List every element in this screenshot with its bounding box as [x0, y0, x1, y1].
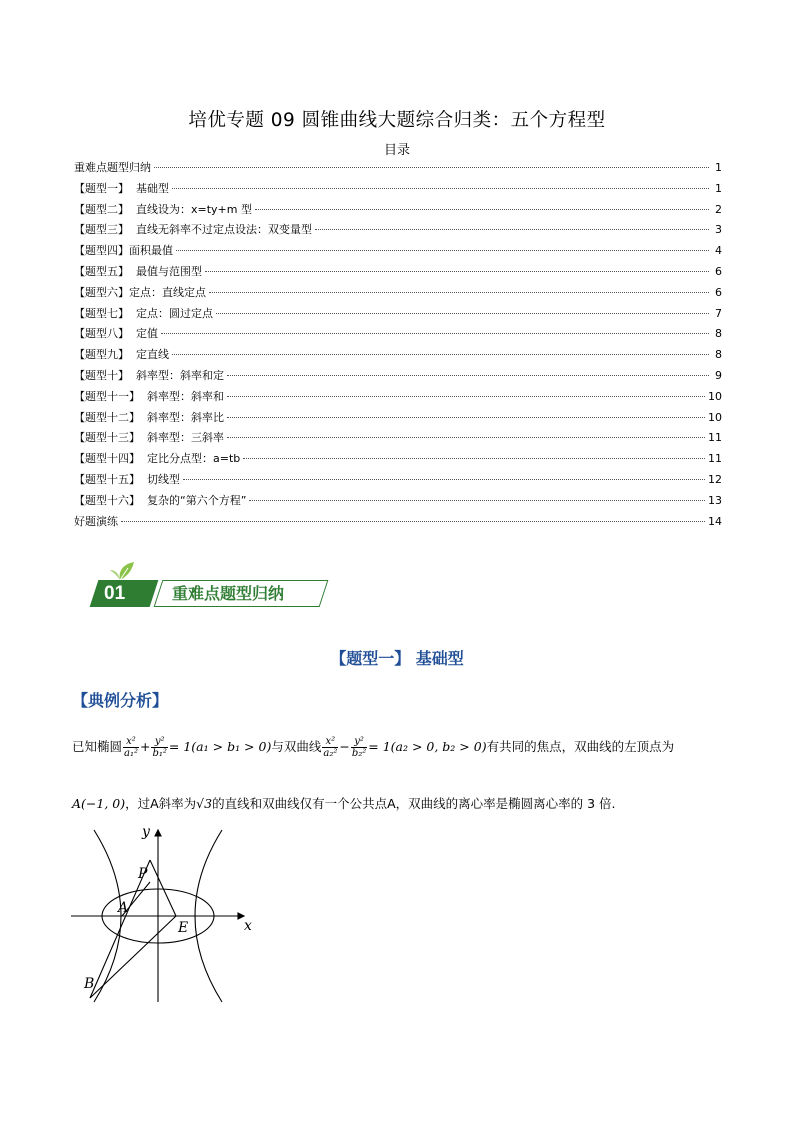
problem-text: ，过A斜率为 — [125, 796, 197, 811]
toc-entry[interactable] — [74, 304, 722, 325]
toc-entry[interactable] — [74, 262, 722, 283]
toc-entry-page: 13 — [708, 493, 722, 507]
document-title: 培优专题 09 圆锥曲线大题综合归类：五个方程型 — [188, 110, 606, 131]
toc-entry-page: 3 — [715, 223, 722, 237]
toc-leader-dots — [227, 396, 705, 397]
numerator: x² — [123, 736, 139, 748]
toc-leader-dots — [255, 209, 709, 210]
problem-text: 已知椭圆 — [72, 739, 123, 754]
toc-leader-dots — [176, 250, 709, 251]
line-pe — [150, 860, 176, 916]
fraction — [123, 736, 139, 759]
toc-entry-label: 【题型十】 斜率型：斜率和定 — [74, 368, 224, 382]
label-b: B — [84, 976, 95, 992]
problem-text: 有共同的焦点，双曲线的左顶点为 — [486, 739, 675, 754]
toc-entry[interactable] — [74, 158, 722, 179]
toc-entry-label: 【题型十二】 斜率型：斜率比 — [74, 410, 224, 424]
problem-line-1 — [72, 736, 674, 759]
toc-leader-dots — [172, 188, 709, 189]
toc-entry-label: 【题型七】 定点：圆过定点 — [74, 306, 213, 320]
toc-entry[interactable] — [74, 512, 722, 533]
toc-entry-label: 【题型五】 最值与范围型 — [74, 264, 202, 278]
toc-entry[interactable] — [74, 387, 722, 408]
leaf-icon — [110, 560, 144, 582]
toc-entry-label: 【题型三】 直线无斜率不过定点设法：双变量型 — [74, 223, 312, 237]
toc-entry-page: 8 — [715, 348, 722, 362]
toc-leader-dots — [227, 437, 705, 438]
toc-entry-label: 【题型四】面积最值 — [74, 244, 173, 258]
toc-entry-label: 【题型六】定点：直线定点 — [74, 285, 206, 299]
toc-leader-dots — [209, 292, 709, 293]
toc-entry-label: 【题型十六】 复杂的“第六个方程” — [74, 493, 247, 507]
equation-condition: = 1(a₂ > 0, b₂ > 0) — [368, 739, 487, 754]
label-p: P — [138, 866, 148, 882]
label-y: y — [142, 824, 150, 840]
toc-entry-page: 14 — [708, 514, 722, 528]
toc-entry-page: 1 — [715, 181, 722, 195]
toc-heading: 目录 — [383, 143, 410, 158]
toc-entry-label: 【题型二】 直线设为：x=ty+m 型 — [74, 202, 252, 216]
problem-text: 的直线和双曲线仅有一个公共点A，双曲线的离心率是椭圆离心率的 3 倍. — [212, 796, 616, 811]
toc-entry[interactable] — [74, 220, 722, 241]
toc-entry[interactable] — [74, 491, 722, 512]
numerator: y² — [351, 736, 367, 748]
slope-value: √3 — [196, 796, 213, 811]
toc-entry-page: 10 — [708, 389, 722, 403]
toc-leader-dots — [154, 167, 709, 168]
denominator: a₂² — [323, 748, 338, 759]
fraction — [322, 736, 338, 759]
toc-entry-label: 重难点题型归纳 — [74, 161, 151, 174]
y-axis-arrow — [155, 830, 161, 836]
point-a: A(−1, 0) — [72, 796, 126, 811]
toc-leader-dots — [161, 333, 709, 334]
toc-entry-page: 12 — [708, 472, 722, 486]
toc-entry[interactable] — [74, 428, 722, 449]
toc-leader-dots — [227, 417, 705, 418]
toc-entry-label: 【题型十三】 斜率型：三斜率 — [74, 431, 224, 445]
toc-leader-dots — [183, 479, 705, 480]
toc-entry-page: 7 — [715, 306, 722, 320]
toc-leader-dots — [172, 354, 709, 355]
label-e: E — [178, 920, 189, 936]
fraction — [151, 736, 167, 759]
toc-leader-dots — [243, 458, 705, 459]
toc-entry[interactable] — [74, 241, 722, 262]
toc-entry[interactable] — [74, 283, 722, 304]
problem-text: 与双曲线 — [271, 739, 322, 754]
label-x: x — [244, 918, 252, 934]
toc-entry-page: 6 — [715, 285, 722, 299]
numerator: x² — [322, 736, 338, 748]
toc-leader-dots — [121, 521, 705, 522]
toc-leader-dots — [216, 313, 709, 314]
toc-entry-page: 10 — [708, 410, 722, 424]
toc-entry-page: 8 — [715, 327, 722, 341]
toc-entry-page: 2 — [715, 202, 722, 216]
section-heading: 【题型一】 基础型 — [330, 649, 464, 668]
toc-entry[interactable] — [74, 345, 722, 366]
toc-entry-label: 【题型十四】 定比分点型：a=tb — [74, 452, 241, 466]
banner-title: 重难点题型归纳 — [172, 584, 285, 603]
numerator: y² — [151, 736, 167, 748]
toc-entry-page: 11 — [708, 452, 722, 466]
denominator: a₁² — [124, 748, 138, 759]
denominator: b₁² — [152, 748, 167, 759]
toc-entry[interactable] — [74, 408, 722, 429]
operator: − — [339, 739, 350, 754]
toc-entry-label: 【题型十五】 切线型 — [74, 472, 180, 486]
toc-leader-dots — [227, 375, 709, 376]
conic-figure — [66, 822, 266, 1007]
toc-entry[interactable] — [74, 470, 722, 491]
operator: + — [140, 739, 151, 754]
label-a: A — [118, 900, 129, 916]
banner-number: 01 — [104, 583, 126, 604]
equation-condition: = 1(a₁ > b₁ > 0) — [168, 739, 272, 754]
example-heading: 【典例分析】 — [72, 691, 169, 710]
toc-entry[interactable] — [74, 449, 722, 470]
problem-line-2 — [72, 794, 616, 814]
toc-entry-label: 好题演练 — [74, 514, 118, 528]
fraction — [351, 736, 367, 759]
toc-entry-label: 【题型九】 定直线 — [74, 348, 169, 362]
toc-entry[interactable] — [74, 179, 722, 200]
toc-entry-page: 9 — [715, 368, 722, 382]
toc-entry[interactable] — [74, 366, 722, 387]
toc-entry[interactable] — [74, 324, 722, 345]
toc-entry-label: 【题型一】 基础型 — [74, 181, 169, 195]
toc-entry[interactable] — [74, 200, 722, 221]
line-be — [90, 916, 176, 998]
toc-entry-label: 【题型八】 定值 — [74, 327, 158, 341]
toc-entry-label: 【题型十一】 斜率型：斜率和 — [74, 389, 224, 403]
toc-leader-dots — [205, 271, 709, 272]
toc-entry-page: 6 — [715, 264, 722, 278]
denominator: b₂² — [351, 748, 367, 759]
table-of-contents — [74, 158, 722, 532]
toc-leader-dots — [249, 500, 705, 501]
toc-entry-page: 4 — [715, 244, 722, 258]
toc-entry-page: 11 — [708, 431, 722, 445]
toc-leader-dots — [315, 229, 709, 230]
toc-entry-page: 1 — [715, 161, 722, 174]
